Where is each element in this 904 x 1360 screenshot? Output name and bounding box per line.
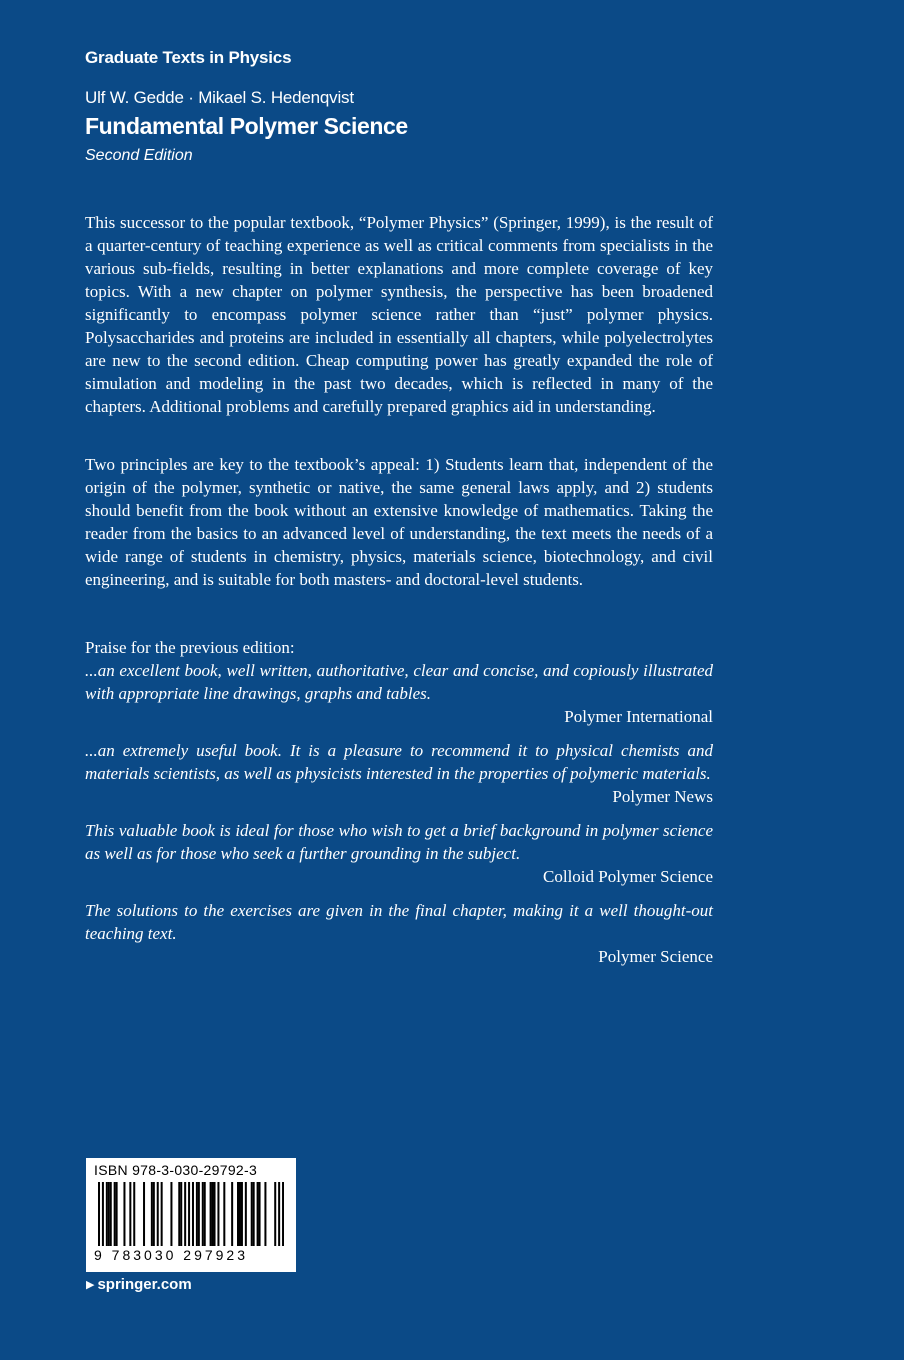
barcode-bar — [106, 1182, 108, 1246]
book-title: Fundamental Polymer Science — [85, 113, 408, 139]
barcode-bar — [282, 1182, 284, 1246]
barcode-bar — [253, 1182, 255, 1246]
series-name: Graduate Texts in Physics — [85, 48, 292, 67]
barcode-bar — [245, 1182, 247, 1246]
barcode-bar — [231, 1182, 233, 1246]
review-quote: ...an extremely useful book. It is a pleasure to recommend it to physical chemists and materials scientists, as well as physicists interested in the properties of polymeric materials. — [85, 741, 713, 783]
barcode-bar — [198, 1182, 200, 1246]
barcode-bar — [143, 1182, 145, 1246]
review-source: Polymer International — [564, 707, 713, 726]
barcode-bar — [123, 1182, 125, 1246]
barcode-bar — [257, 1182, 259, 1246]
barcode-bar — [210, 1182, 212, 1246]
barcode-bar — [102, 1182, 104, 1246]
review-source: Polymer Science — [598, 947, 713, 966]
barcode-bar — [110, 1182, 112, 1246]
barcode-bar — [196, 1182, 198, 1246]
barcode-bar — [274, 1182, 276, 1246]
barcode-bar — [157, 1182, 159, 1246]
isbn-barcode — [86, 1158, 296, 1272]
description-paragraph-2: Two principles are key to the textbook’s appeal: 1) Students learn that, independent of the origin of the polymer, synthetic or native, the same general laws apply, and 2) students should benefit from the book without an extensive knowledge of mathematics. Taking the reader from the basics to an advanced level of understanding, the text meets the needs of a wide range of students in chemistry, physics, materials science, biotechnology, and civil engineering, and is suitable for both masters- and doctoral-level students. — [85, 455, 713, 589]
barcode-bar — [129, 1182, 131, 1246]
barcode-bar — [241, 1182, 243, 1246]
barcode-bar — [161, 1182, 163, 1246]
barcode-bar — [98, 1182, 100, 1246]
barcode-bar — [153, 1182, 155, 1246]
barcode-bar — [223, 1182, 225, 1246]
isbn-label: ISBN 978-3-030-29792-3 — [94, 1162, 258, 1178]
review-quote: This valuable book is ideal for those who wish to get a brief background in polymer science as well as for those who seek a further grounding in the subject. — [85, 821, 713, 863]
barcode-bar — [259, 1182, 261, 1246]
barcode-bar — [116, 1182, 118, 1246]
barcode-bar — [264, 1182, 266, 1246]
review-quote: ...an excellent book, well written, authoritative, clear and concise, and copiously illustrated with appropriate line drawings, graphs and tables. — [85, 661, 713, 703]
barcode-bar — [133, 1182, 135, 1246]
description-paragraph-1: This successor to the popular textbook, “Polymer Physics” (Springer, 1999), is the result of a quarter-century of teaching experience as well as critical comments from specialists in the various sub-fields, resulting in better explanations and more complete coverage of key topics. With a new chapter on polymer synthesis, the perspective has been broadened significantly to encompass polymer science rather than “just” polymer physics. Polysaccharides and proteins are included in essentially all chapters, while polyelectrolytes are new to the second edition. Cheap computing power has greatly expanded the role of simulation and modeling in the past two decades, which is reflected in many of the chapters. Additional problems and carefully prepared graphics aid in understanding. — [85, 213, 713, 416]
barcode-bar — [170, 1182, 172, 1246]
barcode-bars — [98, 1182, 284, 1246]
barcode-bar — [239, 1182, 241, 1246]
barcode-bar — [184, 1182, 186, 1246]
review-quote: The solutions to the exercises are given in the final chapter, making it a well thought-out teaching text. — [85, 901, 713, 943]
barcode-bar — [278, 1182, 280, 1246]
barcode-bar — [188, 1182, 190, 1246]
barcode-bar — [217, 1182, 219, 1246]
barcode-bar — [192, 1182, 194, 1246]
barcode-bar — [237, 1182, 239, 1246]
review-source: Colloid Polymer Science — [543, 867, 713, 886]
website-label: springer.com — [97, 1276, 192, 1293]
barcode-bar — [151, 1182, 153, 1246]
edition: Second Edition — [85, 147, 193, 164]
barcode-bar — [202, 1182, 204, 1246]
barcode-bar — [212, 1182, 214, 1246]
barcode-bar — [178, 1182, 180, 1246]
barcode-bar — [114, 1182, 116, 1246]
barcode-bar — [204, 1182, 206, 1246]
authors: Ulf W. Gedde · Mikael S. Hedenqvist — [85, 88, 354, 107]
barcode-digits: 9 783030 297923 — [94, 1247, 248, 1263]
barcode-bar — [214, 1182, 216, 1246]
website-link[interactable] — [86, 1276, 192, 1293]
barcode-bar — [108, 1182, 110, 1246]
barcode-bar — [180, 1182, 182, 1246]
praise-heading: Praise for the previous edition: — [85, 638, 295, 657]
review-source: Polymer News — [612, 787, 713, 806]
barcode-bar — [251, 1182, 253, 1246]
arrow-right-icon: ▶ — [86, 1279, 95, 1291]
